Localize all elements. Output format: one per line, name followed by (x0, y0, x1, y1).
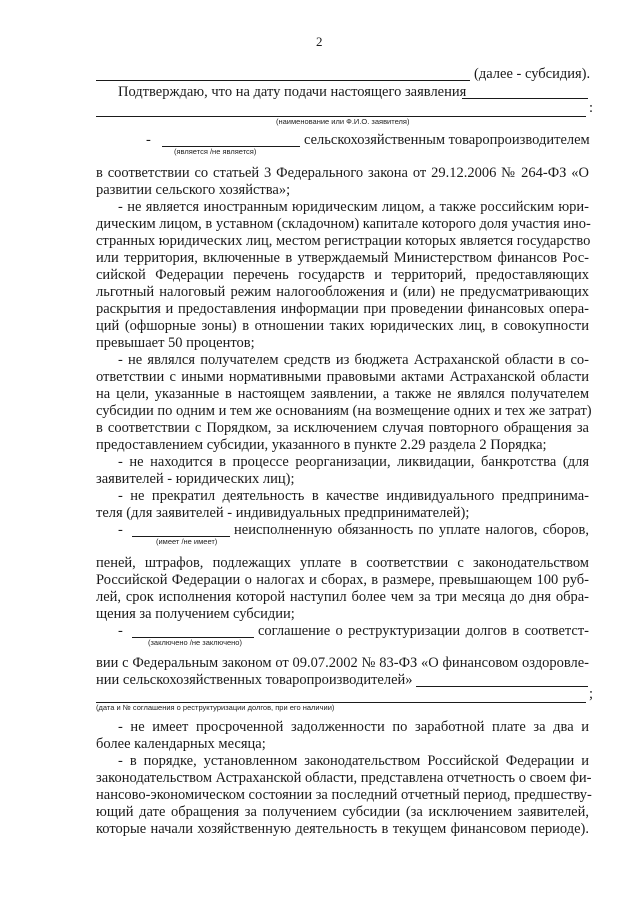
text-line: неисполненную обязанность по уплате налогов, сборов, (234, 522, 589, 538)
text-line: на цели, указанные в настоящем заявлении, а также не являлся получателем (96, 386, 589, 402)
text-line: - (146, 132, 151, 148)
text-line: - не находится в процессе реорганизации, ликвидации, банкротства (для (118, 454, 589, 470)
text-line: - не являлся получателем средств из бюджета Астраханской области в со- (118, 352, 589, 368)
text-line: - не прекратил деятельность в качестве индивидуального предпринима- (118, 488, 589, 504)
text-line: : (589, 100, 594, 116)
blank-line (96, 80, 470, 81)
text-line: нии сельскохозяйственных товаропроизводителей» (96, 672, 413, 688)
text-line: ций (офшорные зоны) в отношении таких юридических лиц, в совокупности (96, 318, 589, 334)
text-line: сельскохозяйственным товаропроизводителем (304, 132, 590, 148)
text-line: заявителей - юридических лиц); (96, 471, 295, 487)
caption-agreement: (заключено /не заключено) (148, 638, 242, 647)
text-line: предоставлением субсидии, указанного в пункте 2.29 раздела 2 Порядка; (96, 437, 547, 453)
text-line: более календарных месяца; (96, 736, 266, 752)
text-line: дическим лицом, в уставном (складочном) капитале которого доля участия ино- (96, 216, 591, 232)
caption-has: (имеет /не имеет) (156, 537, 218, 546)
text-line: теля (для заявителей - индивидуальных предпринимателей); (96, 505, 470, 521)
text-line: в соответствии с Порядком, за исключением случая повторного обращения за (96, 420, 589, 436)
text-line: лей, срок исполнения которой наступил более чем за три месяца до дня обра- (96, 589, 589, 605)
text-line: сийской Федерации перечень государств и территорий, предоставляющих (96, 267, 589, 283)
text-line: ющий дате обращения за получением субсидии (за исключением заявителей, (96, 804, 589, 820)
text-line: - (118, 522, 123, 538)
text-line: Подтверждаю, что на дату подачи настоящего заявления (118, 84, 467, 100)
text-line: законодательством Астраханской области, представлена отчетность о своем фи- (96, 770, 592, 786)
text-line: - не является иностранным юридическим лицом, а также российским юри- (118, 199, 589, 215)
text-line: превышает 50 процентов; (96, 335, 255, 351)
caption-applicant-name: (наименование или Ф.И.О. заявителя) (276, 117, 410, 126)
text-line: ; (589, 686, 594, 702)
text-line: нансово-экономическом состоянии за последний отчетный период, предшеству- (96, 787, 592, 803)
text-line: субсидии по одним и тем же основаниям (на возмещение одних и тех же затрат) (96, 403, 592, 419)
page-number: 2 (316, 34, 323, 49)
caption-is: (является /не является) (174, 147, 257, 156)
caption-agreement-date: (дата и № соглашения о реструктуризации долгов, при его наличии) (96, 703, 335, 712)
text-line: щения за получением субсидии; (96, 606, 295, 622)
text-line: Российской Федерации о налогах и сборах, в размере, превышающем 100 руб- (96, 572, 589, 588)
text-line: которые начали хозяйственную деятельность в текущем финансовом периоде). (96, 821, 589, 837)
text-line: - в порядке, установленном законодательством Российской Федерации и (118, 753, 589, 769)
text-line: или территория, включенные в утверждаемый Министерством финансов Рос- (96, 250, 589, 266)
text-line: раскрытия и предоставления информации при проведении финансовых опера- (96, 301, 589, 317)
text-line: - (118, 623, 123, 639)
text-line: - не имеет просроченной задолженности по заработной плате за два и (118, 719, 589, 735)
text-line: странных юридических лиц, местом регистрации которых является государство (96, 233, 591, 249)
blank-line (462, 98, 588, 99)
text-line: (далее - субсидия). (474, 66, 591, 82)
text-line: ответствии с иными нормативными правовыми актами Астраханской области (96, 369, 589, 385)
text-line: пеней, штрафов, подлежащих уплате в соответствии с законодательством (96, 555, 589, 571)
text-line: соглашение о реструктуризации долгов в соответст- (258, 623, 589, 639)
text-line: льготный налоговый режим налогообложения и (или) не предусматривающих (96, 284, 589, 300)
text-line: в соответствии со статьей 3 Федерального закона от 29.12.2006 № 264-ФЗ «О (96, 165, 589, 181)
text-line: вии с Федеральным законом от 09.07.2002 № 83-ФЗ «О финансовом оздоровле- (96, 655, 589, 671)
blank-line (416, 686, 588, 687)
text-line: развитии сельского хозяйства»; (96, 182, 291, 198)
